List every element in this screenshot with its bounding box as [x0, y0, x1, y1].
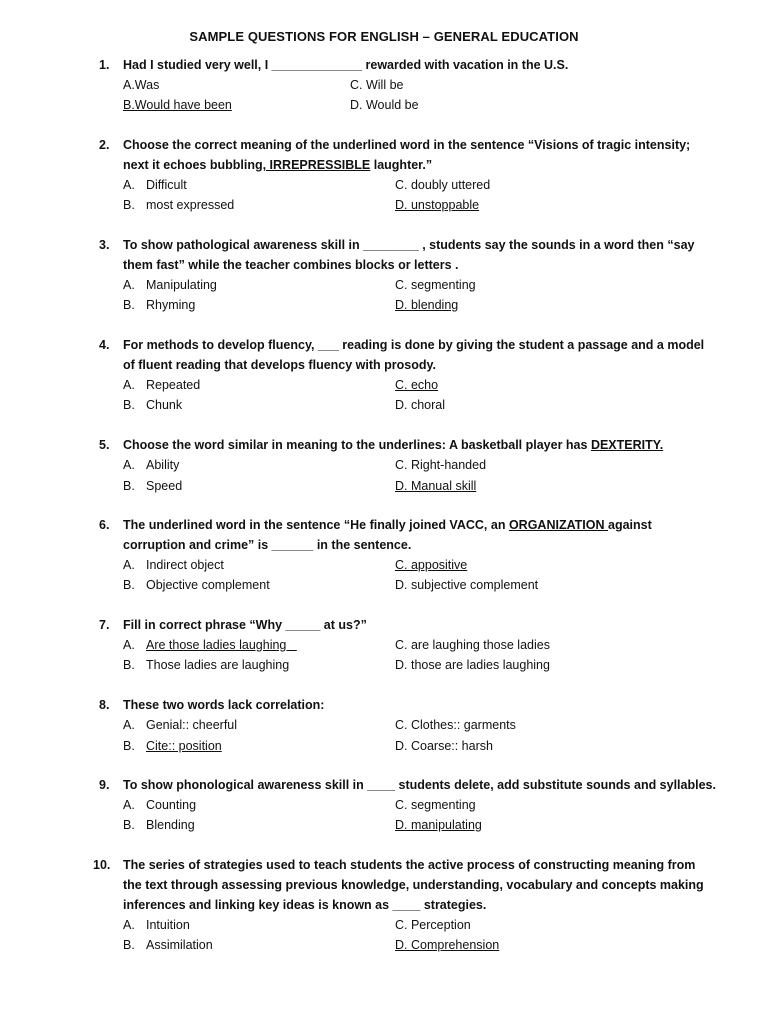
- question-line: For methods to develop fluency, ___ reading is done by giving the student a passage and a model: [123, 338, 705, 352]
- question-text: [123, 335, 705, 375]
- option-text: Intuition: [146, 918, 190, 932]
- option-c: C. Clothes:: garments: [395, 718, 516, 732]
- underlined-word: ORGANIZATION: [508, 518, 609, 532]
- question-number: 2.: [99, 138, 110, 152]
- question-number: 10.: [93, 858, 111, 872]
- option-text: Manipulating: [146, 278, 217, 292]
- option-text: Difficult: [146, 178, 187, 192]
- option-c: C. Will be: [350, 78, 404, 92]
- option-c: C. Right-handed: [395, 458, 487, 472]
- option-a-answer: [123, 635, 297, 655]
- question-text-segment: laughter.”: [370, 158, 433, 172]
- option-text: Speed: [146, 479, 183, 493]
- question-text-segment: The underlined word in the sentence “He finally joined VACC, an: [123, 518, 509, 532]
- option-b: [123, 476, 182, 496]
- option-b: [123, 395, 182, 415]
- option-a: [123, 455, 179, 475]
- option-a: [123, 275, 217, 295]
- question-number: 3.: [99, 238, 110, 252]
- option-c: C. doubly uttered: [395, 178, 491, 192]
- option-a: A.Was: [123, 78, 160, 92]
- option-b: [123, 655, 289, 675]
- underlined-word: DEXTERITY.: [590, 438, 664, 452]
- option-d-answer: D. Manual skill: [395, 479, 477, 493]
- option-d-answer: D. Comprehension: [395, 938, 500, 952]
- question-text-segment: next it echoes bubbling: [123, 158, 263, 172]
- option-letter: B.: [123, 198, 135, 212]
- question-line: [123, 515, 688, 535]
- option-d-answer: D. unstoppable: [395, 198, 480, 212]
- option-c: C. Perception: [395, 918, 471, 932]
- option-letter: B.: [123, 739, 135, 753]
- question-text-segment: against: [608, 518, 652, 532]
- option-c: C. are laughing those ladies: [395, 638, 550, 652]
- option-text: Chunk: [146, 398, 183, 412]
- option-letter: B.: [123, 298, 135, 312]
- question-number: 4.: [99, 338, 110, 352]
- option-letter: A.: [123, 178, 135, 192]
- option-d-answer: D. blending: [395, 298, 459, 312]
- option-b-answer: [123, 736, 222, 756]
- option-text: Genial:: cheerful: [146, 718, 238, 732]
- option-a: [123, 175, 187, 195]
- option-text: Repeated: [146, 378, 201, 392]
- option-letter: B.: [123, 398, 135, 412]
- option-letter: A.: [123, 278, 135, 292]
- question-line: [123, 155, 688, 175]
- option-d: D. Would be: [350, 98, 419, 112]
- option-text: Those ladies are laughing: [146, 658, 290, 672]
- option-c: C. segmenting: [395, 278, 476, 292]
- question-number: 7.: [99, 618, 110, 632]
- option-text: Indirect object: [146, 558, 224, 572]
- question-text: [123, 135, 691, 175]
- option-a: [123, 715, 237, 735]
- question-text: [123, 855, 704, 915]
- question-line: The series of strategies used to teach students the active process of constructing meaning from: [123, 858, 696, 872]
- option-letter: B.: [123, 818, 135, 832]
- option-letter: B.: [123, 938, 135, 952]
- option-a: [123, 795, 196, 815]
- question-number: 5.: [99, 438, 110, 452]
- question-line: Choose the correct meaning of the underlined word in the sentence “Visions of tragic intensity;: [123, 138, 691, 152]
- option-text: Rhyming: [146, 298, 196, 312]
- question-text: [123, 695, 688, 715]
- option-b: [123, 575, 270, 595]
- option-a: [123, 375, 200, 395]
- question-line: Had I studied very well, I _____________ rewarded with vacation in the U.S.: [123, 58, 569, 72]
- option-b: [123, 935, 213, 955]
- document-title: SAMPLE QUESTIONS FOR ENGLISH – GENERAL EDUCATION: [189, 29, 579, 44]
- question-line: the text through assessing previous knowledge, understanding, vocabulary and concepts making: [123, 878, 704, 892]
- question-text: [123, 615, 688, 635]
- option-letter: B.: [123, 658, 135, 672]
- option-b-answer: B.Would have been: [123, 98, 232, 112]
- option-c-answer: C. appositive: [395, 558, 468, 572]
- question-number: 6.: [99, 518, 110, 532]
- question-line: To show pathological awareness skill in ________ , students say the sounds in a word then “say: [123, 238, 695, 252]
- question-text-segment: Choose the word similar in meaning to the underlines: A basketball player has: [123, 438, 591, 452]
- question-text: [123, 775, 716, 795]
- option-text: Are those ladies laughing: [146, 638, 297, 652]
- option-text: Ability: [146, 458, 180, 472]
- option-c: C. segmenting: [395, 798, 476, 812]
- question-line: inferences and linking key ideas is known as ____ strategies.: [123, 898, 487, 912]
- question-line: of fluent reading that develops fluency with prosody.: [123, 358, 436, 372]
- question-number: 9.: [99, 778, 110, 792]
- question-text: [123, 55, 688, 75]
- question-text: [123, 435, 688, 455]
- option-letter: A.: [123, 378, 135, 392]
- option-text: Objective complement: [146, 578, 270, 592]
- question-line: [123, 435, 688, 455]
- option-letter: A.: [123, 458, 135, 472]
- option-text: Cite:: position: [146, 739, 222, 753]
- option-d: D. those are ladies laughing: [395, 658, 550, 672]
- question-number: 8.: [99, 698, 110, 712]
- option-d-answer: D. manipulating: [395, 818, 482, 832]
- question-line: corruption and crime” is ______ in the sentence.: [123, 538, 412, 552]
- option-text: Counting: [146, 798, 197, 812]
- option-letter: A.: [123, 638, 135, 652]
- option-b: [123, 195, 234, 215]
- option-d: D. subjective complement: [395, 578, 539, 592]
- option-letter: A.: [123, 918, 135, 932]
- question-line: These two words lack correlation:: [123, 698, 325, 712]
- option-a: [123, 915, 190, 935]
- question-line: Fill in correct phrase “Why _____ at us?”: [123, 618, 367, 632]
- option-letter: B.: [123, 578, 135, 592]
- question-text: [123, 235, 695, 275]
- option-c-answer: C. echo: [395, 378, 439, 392]
- option-text: most expressed: [146, 198, 235, 212]
- option-d: D. choral: [395, 398, 446, 412]
- option-letter: A.: [123, 558, 135, 572]
- option-letter: A.: [123, 718, 135, 732]
- option-letter: B.: [123, 479, 135, 493]
- option-b: [123, 295, 195, 315]
- option-text: Blending: [146, 818, 195, 832]
- question-line: them fast” while the teacher combines blocks or letters .: [123, 258, 459, 272]
- underlined-word: , IRREPRESSIBLE: [262, 158, 371, 172]
- question-line: To show phonological awareness skill in ____ students delete, add substitute sounds and syllables.: [123, 778, 716, 792]
- question-text: [123, 515, 688, 555]
- option-d: D. Coarse:: harsh: [395, 739, 493, 753]
- option-letter: A.: [123, 798, 135, 812]
- option-b: [123, 815, 195, 835]
- question-number: 1.: [99, 58, 110, 72]
- option-a: [123, 555, 224, 575]
- option-text: Assimilation: [146, 938, 213, 952]
